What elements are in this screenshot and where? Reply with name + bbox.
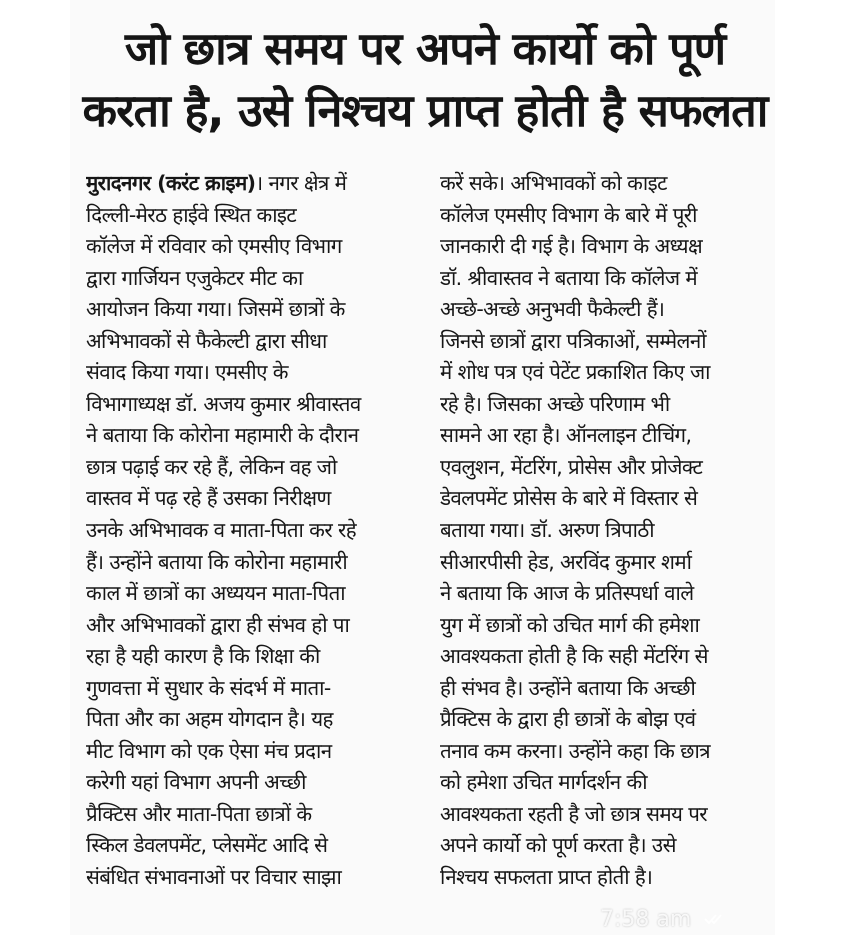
article-line: ने बताया कि आज के प्रतिस्पर्धा वाले xyxy=(440,581,694,606)
article-line: और अभिभावकों द्वारा ही संभव हो पा xyxy=(86,612,350,637)
article-line: आयोजन किया गया। जिसमें छात्रों के xyxy=(86,297,345,322)
article-first-line-text: । नगर क्षेत्र में xyxy=(255,171,347,195)
article-line: सामने आ रहा है। ऑनलाइन टीचिंग, xyxy=(440,423,692,448)
article-line: अच्छे-अच्छे अनुभवी फैकेल्टी हैं। xyxy=(440,297,665,322)
article-line: एवलुशन, मेंटरिंग, प्रोसेस और प्रोजेक्ट xyxy=(440,454,703,479)
article-line: कॉलेज में रविवार को एमसीए विभाग xyxy=(86,234,342,259)
article-line: संबंधित संभावनाओं पर विचार साझा xyxy=(86,865,342,890)
article-line: सीआरपीसी हेड, अरविंद कुमार शर्मा xyxy=(440,549,692,574)
article-line: प्रैक्टिस के द्वारा ही छात्रों के बोझ एवं xyxy=(440,707,696,732)
timestamp: 7:58 am xyxy=(600,907,692,932)
article-line: कॉलेज एमसीए विभाग के बारे में पूरी xyxy=(440,202,697,227)
article-line: द्वारा गार्जियन एजुकेटर मीट का xyxy=(86,265,303,290)
article-line: विभागाध्यक्ष डॉ. अजय कुमार श्रीवास्तव xyxy=(86,391,361,416)
headline xyxy=(80,18,770,142)
article-line: बताया गया। डॉ. अरुण त्रिपाठी xyxy=(440,518,655,543)
article-line: छात्र पढ़ाई कर रहे हैं, लेकिन वह जो xyxy=(86,454,337,479)
article-line: दिल्ली-मेरठ हाईवे स्थित काइट xyxy=(86,202,297,227)
article-line: स्किल डेवलपमेंट, प्लेसमेंट आदि से xyxy=(86,833,328,858)
article-line: डेवलपमेंट प्रोसेस के बारे में विस्तार से xyxy=(440,486,698,511)
article-line: उनके अभिभावक व माता-पिता कर रहे xyxy=(86,518,357,543)
article-line: वास्तव में पढ़ रहे हैं उसका निरीक्षण xyxy=(86,486,331,511)
article-line: गुणवत्ता में सुधार के संदर्भ में माता- xyxy=(86,675,331,700)
article-line: ही संभव है। उन्होंने बताया कि अच्छी xyxy=(440,675,696,700)
article-line: में शोध पत्र एवं पेटेंट प्रकाशित किए जा xyxy=(440,360,710,385)
article-column-right xyxy=(440,168,775,894)
article-line: आवश्यकता होती है कि सही मेंटरिंग से xyxy=(440,644,708,669)
article-line: पिता और का अहम योगदान है। यह xyxy=(86,707,333,732)
article-line: काल में छात्रों का अध्ययन माता-पिता xyxy=(86,581,345,606)
article-line: करेगी यहां विभाग अपनी अच्छी xyxy=(86,770,306,795)
article-line: अभिभावकों से फैकेल्टी द्वारा सीधा xyxy=(86,328,327,353)
article-line: निश्चय सफलता प्राप्त होती है। xyxy=(440,865,653,890)
article-line: रहा है यही कारण है कि शिक्षा की xyxy=(86,644,320,669)
headline-line-2: करता है, उसे निश्चय प्राप्त होती है सफलता xyxy=(82,84,768,137)
message-status xyxy=(600,907,726,932)
article-dateline: मुरादनगर (करंट क्राइम) xyxy=(86,171,256,195)
article-line: को हमेशा उचित मार्गदर्शन की xyxy=(440,770,647,795)
article-line: तनाव कम करना। उन्होंने कहा कि छात्र xyxy=(440,738,710,763)
article-line: हैं। उन्होंने बताया कि कोरोना महामारी xyxy=(86,549,348,574)
article-line: ने बताया कि कोरोना महामारी के दौरान xyxy=(86,423,359,448)
double-check-icon xyxy=(704,907,726,921)
article-line: अपने कार्यो को पूर्ण करता है। उसे xyxy=(440,833,676,858)
article-line: करें सके। अभिभावकों को काइट xyxy=(440,171,667,195)
article-line: डॉ. श्रीवास्तव ने बताया कि कॉलेज में xyxy=(440,265,698,290)
article-line: संवाद किया गया। एमसीए के xyxy=(86,360,288,385)
article-line: प्रैक्टिस और माता-पिता छात्रों के xyxy=(86,801,312,826)
article-line: युग में छात्रों को उचित मार्ग की हमेशा xyxy=(440,612,700,637)
article-line: जिनसे छात्रों द्वारा पत्रिकाओं, सम्मेलनों xyxy=(440,328,706,353)
article-first-line xyxy=(86,168,426,200)
headline-line-1: जो छात्र समय पर अपने कार्यो को पूर्ण xyxy=(124,22,726,75)
article-column-left xyxy=(86,168,426,894)
article-line: रहे है। जिसका अच्छे परिणाम भी xyxy=(440,391,670,416)
article-line: आवश्यकता रहती है जो छात्र समय पर xyxy=(440,801,708,826)
article-line: जानकारी दी गई है। विभाग के अध्यक्ष xyxy=(440,234,703,259)
article-line: मीट विभाग को एक ऐसा मंच प्रदान xyxy=(86,738,332,763)
